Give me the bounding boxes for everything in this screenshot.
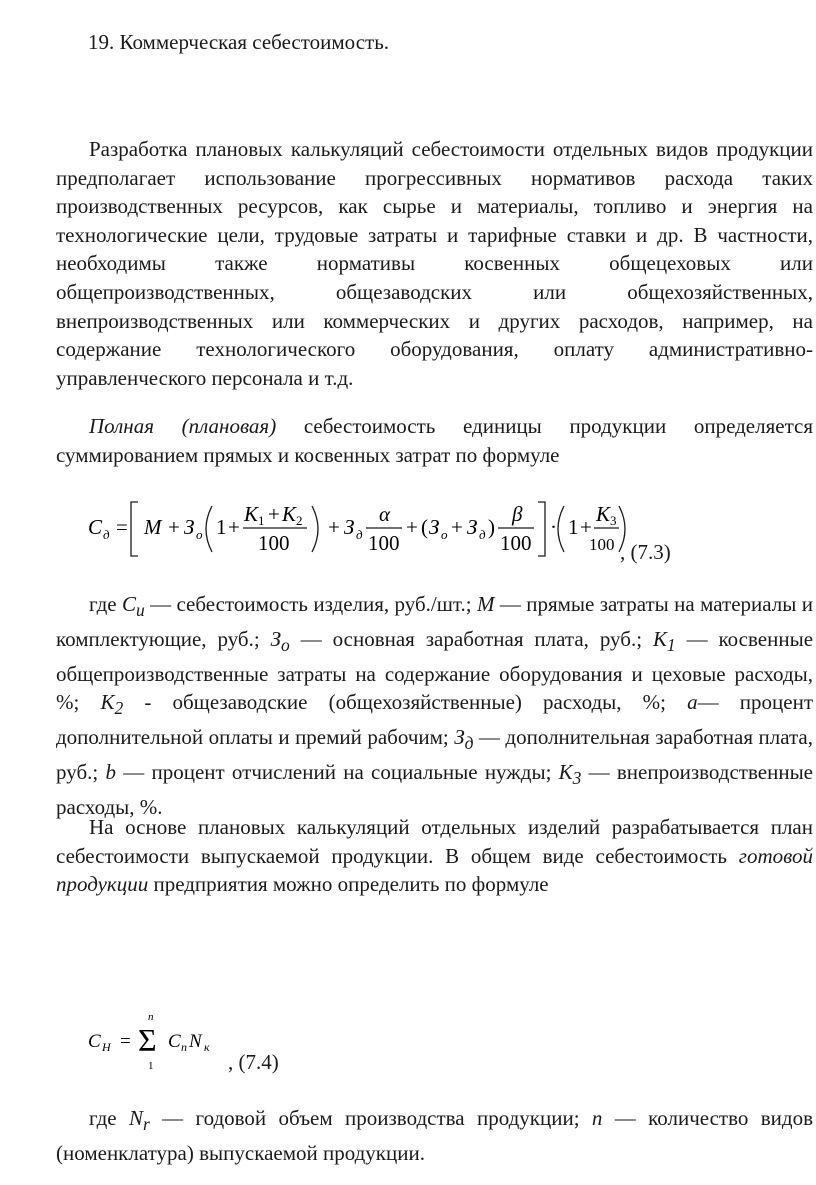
finished-goods-term: готовой продукции — [56, 843, 813, 897]
full-cost-text: себестоимость единицы продукции определяется суммированием прямых и косвенных затрат по формуле — [56, 414, 813, 467]
f73-plus-2: + — [228, 515, 240, 539]
var-Zd: З — [454, 724, 465, 749]
text-run: - общезаводские (общехозяйственные) расходы, %; — [123, 690, 688, 715]
f74-lhs: С — [88, 1031, 101, 1052]
f73-hundred-4: 100 — [589, 535, 615, 554]
text-run: — себестоимость изделия, руб./шт.; — [144, 592, 477, 616]
f74-upper: n — [148, 1011, 154, 1023]
var-a: a — [687, 690, 698, 715]
formula-7-4-number: , (7.4) — [228, 1050, 279, 1074]
var-n: n — [591, 1106, 603, 1130]
f73-K2: K — [282, 502, 297, 526]
f73-right-bracket — [538, 502, 545, 556]
section-heading: 19. Коммерческая себестоимость. — [88, 30, 390, 54]
text-run: — процент дополнительной оплаты и премий рабочим; — [56, 690, 814, 749]
formula-7-3 — [86, 490, 626, 568]
text-run: предприятия можно определить по формуле — [148, 872, 549, 897]
f73-one-1: 1 — [216, 515, 227, 539]
f73-plus-5: + — [406, 515, 418, 539]
var-K1-sub: 1 — [666, 634, 676, 655]
var-b: b — [105, 759, 116, 784]
text-run: где — [89, 592, 122, 616]
f73-Z4-sub: д — [479, 527, 486, 542]
f73-K1-sub: 1 — [258, 513, 265, 528]
f74-C-sub: п — [181, 1040, 187, 1054]
var-Zo-sub: о — [281, 634, 290, 655]
f73-K3: K — [596, 502, 611, 526]
f73-paren-close-2: ) — [488, 515, 495, 539]
f73-Z3-sub: о — [441, 527, 448, 542]
legend-paragraph — [56, 1104, 813, 1167]
f73-plus-4: + — [328, 515, 340, 539]
plan-paragraph — [56, 813, 813, 899]
f73-K2-sub: 2 — [296, 513, 303, 528]
f74-sigma: Σ — [138, 1022, 157, 1058]
f73-hundred-1: 100 — [258, 531, 290, 555]
var-K1: К — [652, 626, 667, 651]
f73-alpha: α — [379, 502, 391, 526]
f73-Z4: З — [467, 515, 478, 539]
f73-lhs-sub: д — [103, 527, 110, 542]
f73-plus-1: + — [168, 515, 180, 539]
f73-K1: K — [244, 502, 259, 526]
var-M: М — [476, 592, 495, 616]
f73-one-2: 1 — [568, 515, 579, 539]
f74-lhs-sub: Н — [102, 1040, 111, 1054]
f73-Z2: З — [344, 515, 355, 539]
f73-plus-7: + — [580, 515, 592, 539]
f73-left-paren-1 — [206, 506, 212, 552]
var-K3-sub: 3 — [572, 767, 582, 788]
variables-paragraph — [56, 590, 813, 821]
var-Nr-sub: r — [142, 1114, 150, 1135]
f74-N-sub: к — [204, 1040, 210, 1054]
var-Zd-sub: д — [464, 733, 474, 754]
f73-K3-sub: 3 — [610, 513, 617, 528]
text-run: — количество видов (номенклатура) выпускаемой продукции. — [56, 1106, 813, 1165]
intro-paragraph: Разработка плановых калькуляций себестоимости отдельных видов продукции предполагает использование прогрессивных нормативов расхода таких производственных ресурсов, как сырье и материалы, топливо и энергия на технологические цели, трудовые затраты и тарифные ставки и др. В частности, необходимы также нормативы косвенных общецеховых или общепроизводственных, общезаводских или общехозяйственных, внепроизводственных или коммерческих и других расходов, например, на содержание технологического оборудования, оплату административно-управленческого персонала и т.д. — [56, 137, 813, 390]
f73-left-paren-3 — [558, 506, 564, 552]
text-run: — годовой объем производства продукции; — [149, 1106, 592, 1130]
f73-beta: β — [512, 502, 523, 526]
var-Cu: С — [121, 592, 136, 616]
f73-M: М — [144, 515, 162, 539]
f73-Z2-sub: д — [356, 527, 363, 542]
f74-lower: 1 — [148, 1060, 154, 1072]
f74-eq: = — [120, 1031, 131, 1052]
f73-right-paren-1 — [312, 506, 318, 552]
f73-plus-6: + — [451, 515, 463, 539]
text-run: На основе плановых калькуляций отдельных изделий разрабатывается план себестоимости выпускаемой продукции. В общем виде себестоимость — [56, 815, 813, 868]
full-cost-paragraph — [56, 412, 813, 469]
text-run: где — [89, 1106, 129, 1130]
text-run: — процент отчислений на социальные нужды; — [115, 759, 559, 784]
f73-Z-sub: о — [196, 527, 203, 542]
f73-left-bracket — [131, 502, 138, 556]
f74-N: N — [189, 1031, 202, 1052]
formula-7-4 — [86, 1005, 221, 1077]
f73-Z3: З — [429, 515, 440, 539]
text-run: — внепроизводственные расходы, %. — [56, 759, 813, 819]
text-run: — прямые затраты на материалы и комплектующие, руб.; — [56, 592, 813, 651]
var-Zo: З — [270, 626, 282, 651]
formula-7-3-number: , (7.3) — [620, 540, 671, 564]
var-K2-sub: 2 — [114, 698, 124, 719]
f73-paren-open-2: ( — [421, 515, 428, 539]
var-K2: К — [100, 690, 115, 715]
f73-lhs: С — [88, 515, 103, 539]
full-cost-term: Полная (плановая) — [89, 414, 277, 438]
f73-hundred-2: 100 — [368, 531, 400, 555]
f74-C: С — [168, 1031, 181, 1052]
var-Cu-sub: и — [135, 600, 145, 621]
f73-hundred-3: 100 — [500, 531, 532, 555]
f73-Z: З — [184, 515, 195, 539]
var-K3: К — [558, 759, 573, 784]
var-Nr: N — [128, 1106, 143, 1130]
f73-dot: · — [550, 515, 557, 539]
f73-eq: = — [116, 515, 128, 539]
f73-plus-3: + — [268, 502, 280, 526]
text-run: — косвенные общепроизводственные затраты на содержание оборудования и цеховые расходы, %; — [56, 626, 814, 715]
text-run: — дополнительная заработная плата, руб.; — [56, 724, 813, 784]
text-run: — основная заработная плата, руб.; — [289, 626, 653, 651]
